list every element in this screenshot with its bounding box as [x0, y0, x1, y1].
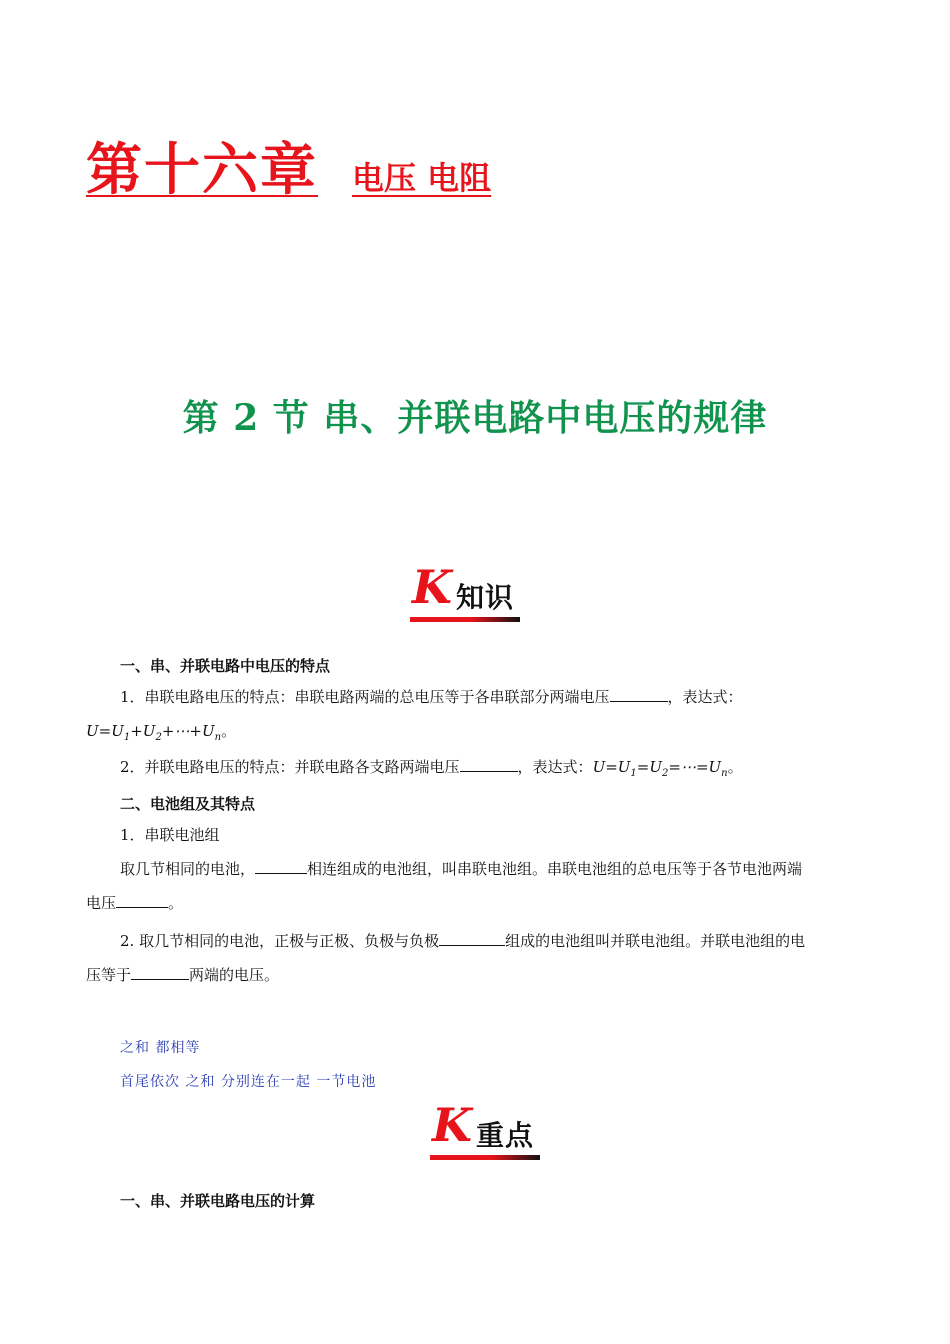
blank-4	[116, 893, 168, 908]
paragraph-parallel-voltage: 2．并联电路电压的特点：并联电路各支路两端电压 ，表达式：$U=U_1=U_2=\cdots=U_n$。	[120, 758, 743, 779]
heading-battery-pack: 二、电池组及其特点	[120, 795, 256, 813]
heading-voltage-characteristics: 一、串、并联电路中电压的特点	[120, 657, 331, 675]
k-logo-letter: K	[412, 560, 452, 614]
answer-line-1: 之和 都相等	[120, 1040, 201, 1056]
k-logo-letter: K	[432, 1098, 472, 1152]
badge-underline	[410, 617, 520, 622]
paragraph-series-battery: 取几节相同的电池， 相连组成的电池组，叫串联电池组。串联电池组的总电压等于各节电池两端 电压 。	[86, 860, 803, 912]
blank-5	[439, 931, 505, 946]
chapter-title	[86, 126, 491, 206]
paragraph-parallel-battery: 2. 取几节相同的电池，正极与正极、负极与负极 组成的电池组叫并联电池组。并联电池组的电 压等于 两端的电压。	[86, 932, 806, 984]
key-points-badge	[430, 1098, 542, 1160]
blank-6	[131, 965, 189, 980]
key-points-badge-label: 重点	[476, 1119, 535, 1152]
knowledge-badge	[410, 560, 522, 622]
blank-1	[610, 687, 668, 702]
blank-2	[460, 757, 518, 772]
section-title: 第 2 节 串、并联电路中电压的规律	[182, 397, 768, 439]
badge-underline	[430, 1155, 540, 1160]
heading-voltage-calculation: 一、串、并联电路电压的计算	[120, 1192, 316, 1210]
parallel-formula: $U=U_1=U_2=\cdots=U_n$	[592, 758, 728, 779]
answer-line-2: 首尾依次 之和 分别连在一起 一节电池	[120, 1074, 377, 1090]
chapter-number: 第十六章	[86, 137, 318, 203]
series-formula: $U=U_1+U_2+\cdots+U_n$	[86, 722, 222, 743]
paragraph-series-voltage: 1．串联电路电压的特点：串联电路两端的总电压等于各串联部分两端电压 ，表达式： $U=U_1+U_2+\cdots+U_n$。	[86, 688, 743, 743]
blank-3	[255, 859, 307, 874]
paragraph-series-battery-title: 1．串联电池组	[120, 826, 220, 844]
chapter-name: 电压 电阻	[352, 159, 492, 197]
knowledge-badge-label: 知识	[456, 581, 515, 614]
